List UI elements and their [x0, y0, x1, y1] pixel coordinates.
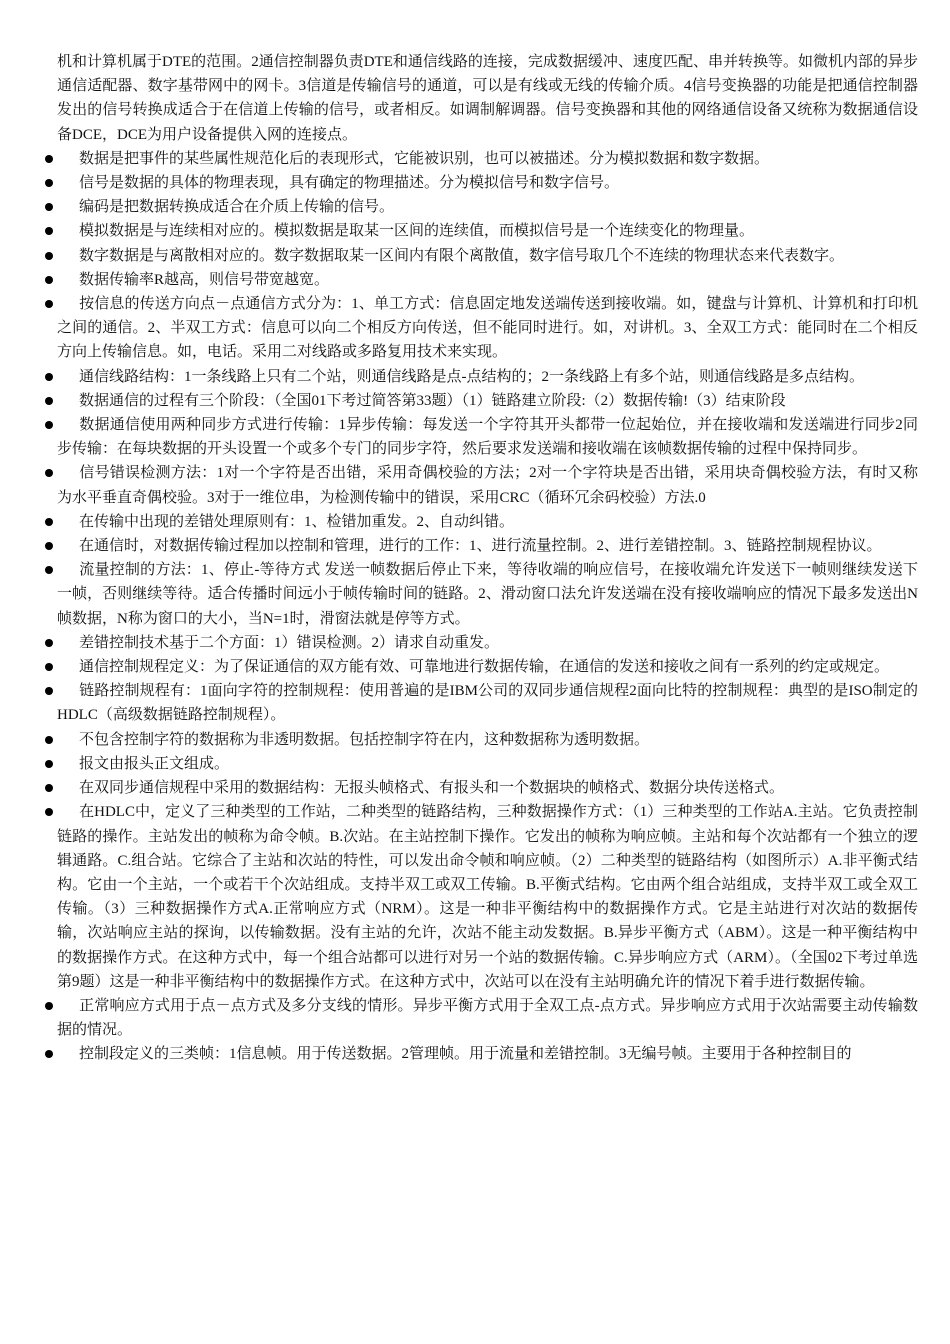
list-item-text: 通信线路结构：1一条线路上只有二个站，则通信线路是点-点结构的；2一条线路上有多个站，则通信线路是多点结构。 — [79, 368, 865, 385]
list-item — [57, 195, 918, 219]
list-item-text: 信号是数据的具体的物理表现，具有确定的物理描述。分为模拟信号和数字信号。 — [79, 175, 620, 192]
list-item — [57, 268, 918, 292]
bullet-list — [57, 147, 918, 1067]
list-item-text: 模拟数据是与连续相对应的。模拟数据是取某一区间的连续值，而模拟信号是一个连续变化的物理量。 — [79, 223, 755, 240]
bullet-dot-icon — [45, 663, 53, 671]
bullet-dot-icon — [45, 808, 53, 816]
list-item-text: 信号错误检测方法：1对一个字符是否出错，采用奇偶校验的方法；2对一个字符块是否出错，采用块奇偶校验方法，有时又称为水平垂直奇偶校验。3对于一维位串，为检测传输中的错误，采用CRC（循环冗余码校验）方法.0 — [57, 465, 918, 506]
bullet-dot-icon — [45, 736, 53, 744]
bullet-dot-icon — [45, 252, 53, 260]
list-item-text: 数字数据是与离散相对应的。数字数据取某一区间内有限个离散值，数字信号取几个不连续的物理状态来代表数字。 — [79, 247, 845, 264]
bullet-dot-icon — [45, 300, 53, 308]
bullet-dot-icon — [45, 518, 53, 526]
list-item — [57, 219, 918, 243]
list-item-text: 报文由报头正文组成。 — [79, 755, 230, 772]
list-item-text: 不包含控制字符的数据称为非透明数据。包括控制字符在内，这种数据称为透明数据。 — [79, 731, 650, 748]
bullet-dot-icon — [45, 203, 53, 211]
list-item — [57, 679, 918, 727]
bullet-dot-icon — [45, 469, 53, 477]
list-item-text: 数据通信的过程有三个阶段：（全国01下考过简答第33题）（1）链路建立阶段:（2）数据传输!（3）结束阶段 — [79, 392, 786, 409]
bullet-dot-icon — [45, 227, 53, 235]
list-item — [57, 655, 918, 679]
list-item-text: 差错控制技术基于二个方面：1）错误检测。2）请求自动重发。 — [79, 634, 500, 651]
list-item-text: 正常响应方式用于点－点方式及多分支线的情形。异步平衡方式用于全双工点-点方式。异步响应方式用于次站需要主动传输数据的情况。 — [57, 997, 918, 1039]
bullet-dot-icon — [45, 1050, 53, 1058]
list-item — [57, 413, 918, 461]
list-item-text: 在通信时，对数据传输过程加以控制和管理，进行的工作：1、进行流量控制。2、进行差错控制。3、链路控制规程协议。 — [79, 538, 882, 555]
list-item-text: 通信控制规程定义：为了保证通信的双方能有效、可靠地进行数据传输，在通信的发送和接收之间有一系列的约定或规定。 — [79, 659, 890, 676]
list-item-text: 在传输中出现的差错处理原则有：1、检错加重发。2、自动纠错。 — [79, 513, 515, 530]
bullet-dot-icon — [45, 639, 53, 647]
list-item — [57, 800, 918, 994]
bullet-dot-icon — [45, 276, 53, 284]
list-item — [57, 994, 918, 1042]
list-item-text: 数据通信使用两种同步方式进行传输：1异步传输：每发送一个字符其开头都带一位起始位，并在接收端和发送端进行同步2同步传输：在每块数据的开头设置一个或多个专门的同步字符，然后要求发送端和接收端在该帧数据传输的过程中保持同步。 — [57, 417, 918, 458]
list-item-text: 链路控制规程有：1面向字符的控制规程：使用普遍的是IBM公司的双同步通信规程2面向比特的控制规程：典型的是ISO制定的HDLC（高级数据链路控制规程）。 — [57, 683, 918, 724]
list-item — [57, 147, 918, 171]
bullet-dot-icon — [45, 373, 53, 381]
bullet-dot-icon — [45, 760, 53, 768]
list-item-text: 控制段定义的三类帧：1信息帧。用于传送数据。2管理帧。用于流量和差错控制。3无编号帧。主要用于各种控制目的 — [79, 1046, 852, 1063]
bullet-dot-icon — [45, 1002, 53, 1010]
list-item — [57, 244, 918, 268]
bullet-dot-icon — [45, 566, 53, 574]
bullet-dot-icon — [45, 155, 53, 163]
list-item-text: 按信息的传送方向点－点通信方式分为：1、单工方式：信息固定地发送端传送到接收端。如，键盘与计算机、计算机和打印机之间的通信。2、半双工方式：信息可以向二个相反方向传送，但不能同时进行。如，对讲机。3、全双工方式：能同时在二个相反方向上传输信息。如，电话。采用二对线路或多路复用技术来实现。 — [57, 296, 918, 361]
list-item — [57, 365, 918, 389]
list-item-text: 编码是把数据转换成适合在介质上传输的信号。 — [79, 199, 395, 216]
list-item-text: 在HDLC中，定义了三种类型的工作站，二种类型的链路结构，三种数据操作方式：（1）三种类型的工作站A.主站。它负责控制链路的操作。主站发出的帧称为命令帧。B.次站。在主站控制下操作。它发出的帧称为响应帧。主站和每个次站都有一个独立的逻辑通路。C.组合站。它综合了主站和次站的特性，可以发出命令帧和响应帧。（2）二种类型的链路结构（如图所示）A.非平衡式结构。它由一个主站，一个或若干个次站组成。支持半双工或双工传输。B.平衡式结构。它由两个组合站组成，支持半双工或全双工传输。（3）三种数据操作方式A.正常响应方式（NRM）。这是一种非平衡结构中的数据操作方式。它是主站进行对次站的数据传输，次站响应主站的探询，以传输数据。没有主站的允许，次站不能主动发数据。B.异步平衡方式（ABM）。这是一种平衡结构中的数据操作方式。在这种方式中，每一个组合站都可以进行对另一个站的数据传输。C.异步响应方式（ARM）。（全国02下考过单选第9题）这是一种非平衡结构中的数据操作方式。在这种方式中，次站可以在没有主站明确允许的情况下着手进行数据传输。 — [57, 804, 918, 990]
bullet-dot-icon — [45, 542, 53, 550]
list-item — [57, 728, 918, 752]
list-item — [57, 534, 918, 558]
bullet-dot-icon — [45, 784, 53, 792]
list-item-text: 数据传输率R越高，则信号带宽越宽。 — [79, 271, 330, 288]
list-item-text: 数据是把事件的某些属性规范化后的表现形式，它能被识别，也可以被描述。分为模拟数据和数字数据。 — [79, 150, 770, 167]
list-item — [57, 171, 918, 195]
list-item — [57, 631, 918, 655]
bullet-dot-icon — [45, 687, 53, 695]
list-item-text: 在双同步通信规程中采用的数据结构：无报头帧格式、有报头和一个数据块的帧格式、数据分块传送格式。 — [79, 780, 785, 797]
bullet-dot-icon — [45, 397, 53, 405]
list-item-text: 流量控制的方法：1、停止-等待方式 发送一帧数据后停止下来，等待收端的响应信号，在接收端允许发送下一帧则继续发送下一帧，否则继续等待。适合传播时间远小于帧传输时间的链路。2、滑动窗口法允许发送端在没有接收端响应的情况下最多发送出N帧数据，N称为窗口的大小，当N=1时，滑窗法就是停等方式。 — [57, 562, 918, 627]
list-item — [57, 776, 918, 800]
list-item — [57, 389, 918, 413]
intro-paragraph: 机和计算机属于DTE的范围。2通信控制器负责DTE和通信线路的连接，完成数据缓冲、速度匹配、串并转换等。如微机内部的异步通信适配器、数字基带网中的网卡。3信道是传输信号的通道，可以是有线或无线的传输介质。4信号变换器的功能是把通信控制器发出的信号转换成适合于在信道上传输的信号，或者相反。如调制解调器。信号变换器和其他的网络通信设备又统称为数据通信设备DCE，DCE为用户设备提供入网的连接点。 — [57, 54, 918, 143]
list-item — [57, 1042, 918, 1066]
list-item — [57, 558, 918, 631]
bullet-dot-icon — [45, 179, 53, 187]
list-item — [57, 292, 918, 365]
bullet-dot-icon — [45, 421, 53, 429]
list-item — [57, 461, 918, 509]
list-item — [57, 510, 918, 534]
list-item — [57, 752, 918, 776]
